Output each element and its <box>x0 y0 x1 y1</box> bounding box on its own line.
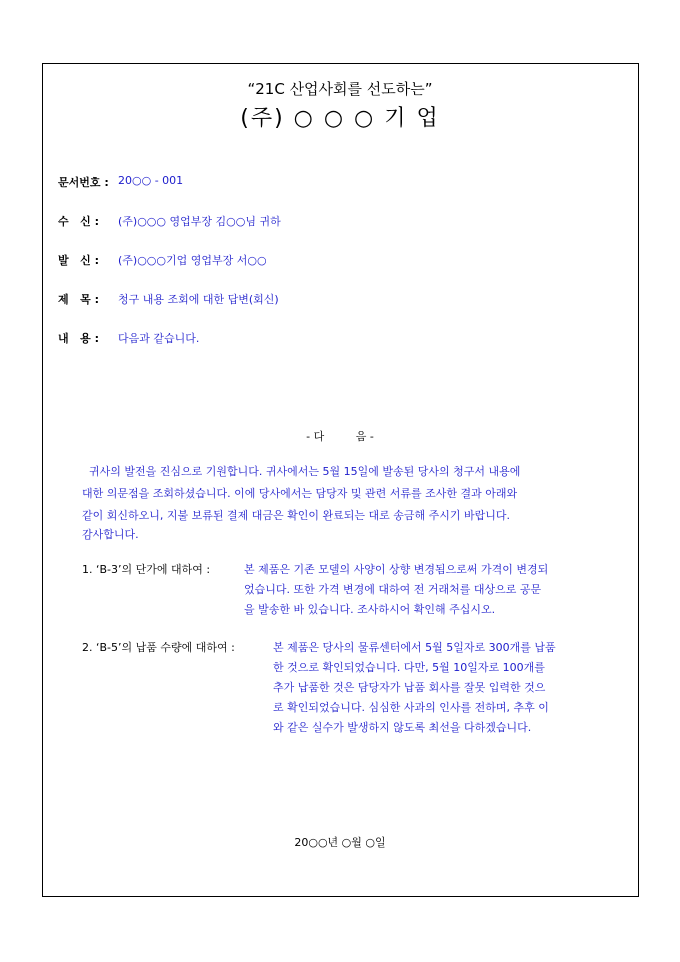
item-1-heading: 1. ‘B-3’의 단가에 대하여 : <box>82 563 211 576</box>
item-2-heading: 2. ‘B-5’의 납품 수량에 대하여 : <box>82 641 235 654</box>
document-border <box>42 63 639 897</box>
body-line: 감사합니다. <box>82 528 139 541</box>
section-title: - 다 음 - <box>306 430 374 443</box>
company-name: (주) ○ ○ ○ 기 업 <box>240 106 440 131</box>
body-line: 귀사의 발전을 진심으로 기원합니다. 귀사에서는 5월 15일에 발송된 당사의 청구서 내용에 <box>82 465 521 478</box>
content-value: 다음과 같습니다. <box>118 332 200 345</box>
item-2-line: 본 제품은 당사의 물류센터에서 5월 5일자로 300개를 납품 <box>273 641 556 654</box>
subject-value: 청구 내용 조회에 대한 답변(회신) <box>118 293 279 306</box>
item-2-line: 와 같은 실수가 발생하지 않도록 최선을 다하겠습니다. <box>273 721 532 734</box>
body-line: 같이 회신하오니, 지불 보류된 결제 대금은 확인이 완료되는 대로 송금해 주시기 바랍니다. <box>82 509 510 522</box>
sender-value: (주)○○○기업 영업부장 서○○ <box>118 254 267 267</box>
company-slogan: “21C 산업사회를 선도하는” <box>247 80 433 98</box>
body-line: 대한 의문점을 조회하셨습니다. 이에 당사에서는 담당자 및 관련 서류를 조사한 결과 아래와 <box>82 487 518 500</box>
item-2-line: 로 확인되었습니다. 심심한 사과의 인사를 전하며, 추후 이 <box>273 701 549 714</box>
recipient-value: (주)○○○ 영업부장 김○○님 귀하 <box>118 215 281 228</box>
item-1-line: 본 제품은 기존 모델의 사양이 상향 변경됨으로써 가격이 변경되 <box>244 563 549 576</box>
item-2-line: 한 것으로 확인되었습니다. 다만, 5월 10일자로 100개를 <box>273 661 545 674</box>
recipient-label: 수 신 : <box>58 215 99 228</box>
content-label: 내 용 : <box>58 332 99 345</box>
doc-number-value: 20○○ - 001 <box>118 174 184 187</box>
item-1-line: 었습니다. 또한 가격 변경에 대하여 전 거래처를 대상으로 공문 <box>244 583 542 596</box>
item-1-line: 을 발송한 바 있습니다. 조사하시어 확인해 주십시오. <box>244 603 496 616</box>
sender-label: 발 신 : <box>58 254 99 267</box>
document-date: 20○○년 ○월 ○일 <box>294 836 386 849</box>
doc-number-label: 문서번호 : <box>58 176 109 189</box>
subject-label: 제 목 : <box>58 293 99 306</box>
item-2-line: 추가 납품한 것은 담당자가 납품 회사를 잘못 입력한 것으 <box>273 681 546 694</box>
